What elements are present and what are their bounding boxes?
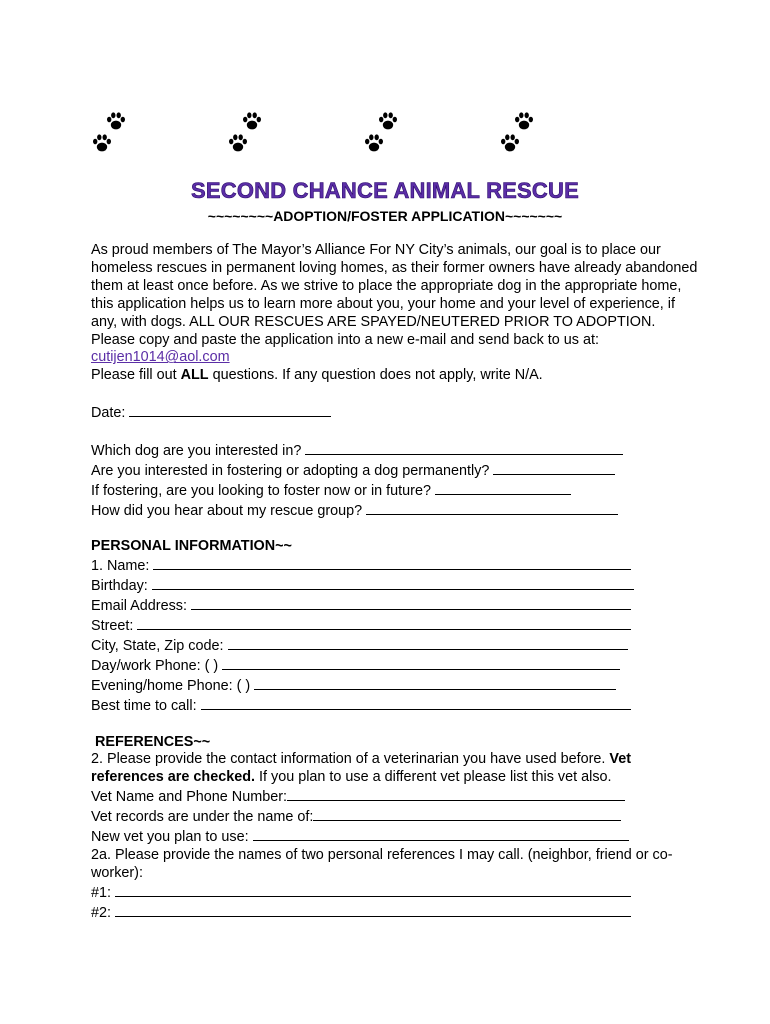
fill-emphasis: ALL bbox=[180, 367, 209, 384]
city-state-zip-field[interactable] bbox=[91, 636, 701, 656]
vet-instructions-text: 2. Please provide the contact information of a veterinarian you have used before. bbox=[91, 751, 610, 768]
page-title: SECOND CHANCE ANIMAL RESCUE bbox=[191, 178, 579, 203]
street-field[interactable] bbox=[91, 616, 701, 636]
reference-2-field[interactable] bbox=[91, 903, 701, 923]
reference-1-field[interactable] bbox=[91, 883, 701, 903]
vet-records-name-label: Vet records are under the name of: bbox=[91, 809, 314, 826]
which-dog-label: Which dog are you interested in? bbox=[91, 442, 306, 459]
date-label: Date: bbox=[91, 405, 130, 422]
vet-references-checked: Vet references are checked. bbox=[91, 751, 631, 786]
intro-paragraph bbox=[91, 242, 701, 385]
street-label: Street: bbox=[91, 618, 138, 635]
how-heard-field[interactable] bbox=[91, 501, 701, 521]
new-vet-field[interactable] bbox=[91, 827, 701, 847]
evening-phone-label: Evening/home Phone: ( ) bbox=[91, 677, 255, 694]
paw-print-icon bbox=[498, 108, 534, 168]
references-heading: REFERENCES~~ bbox=[95, 733, 211, 750]
vet-name-phone-label: Vet Name and Phone Number: bbox=[91, 789, 287, 806]
fill-suffix: questions. If any question does not apply, write N/A. bbox=[208, 367, 543, 384]
email-label: Email Address: bbox=[91, 598, 191, 615]
page-subtitle: ~~~~~~~~ADOPTION/FOSTER APPLICATION~~~~~~~ bbox=[207, 208, 563, 224]
reference-2-label: #2: bbox=[91, 904, 116, 921]
paw-print-decoration bbox=[0, 108, 770, 168]
city-state-zip-label: City, State, Zip code: bbox=[91, 637, 228, 654]
vet-instructions bbox=[91, 751, 701, 787]
new-vet-label: New vet you plan to use: bbox=[91, 829, 253, 846]
paw-print-icon bbox=[226, 108, 262, 168]
day-phone-label: Day/work Phone: ( ) bbox=[91, 657, 223, 674]
which-dog-field[interactable] bbox=[91, 441, 701, 461]
foster-or-adopt-field[interactable] bbox=[91, 461, 701, 481]
reference-1-label: #1: bbox=[91, 884, 116, 901]
evening-phone-field[interactable] bbox=[91, 676, 701, 696]
fill-prefix: Please fill out bbox=[91, 367, 181, 384]
contact-email-link[interactable]: cutijen1014@aol.com bbox=[91, 349, 230, 366]
application-form bbox=[91, 242, 701, 923]
paw-print-icon bbox=[90, 108, 126, 168]
name-field[interactable] bbox=[91, 556, 701, 576]
day-phone-field[interactable] bbox=[91, 656, 701, 676]
now-or-future-field[interactable] bbox=[91, 481, 701, 501]
now-or-future-label: If fostering, are you looking to foster now or in future? bbox=[91, 482, 435, 499]
vet-instructions-suffix: If you plan to use a different vet please list this vet also. bbox=[255, 769, 612, 786]
vet-name-phone-field[interactable] bbox=[91, 787, 701, 807]
foster-or-adopt-label: Are you interested in fostering or adopting a dog permanently? bbox=[91, 462, 494, 479]
personal-refs-instructions: 2a. Please provide the names of two personal references I may call. (neighbor, friend or co-worker): bbox=[91, 846, 673, 881]
how-heard-label: How did you hear about my rescue group? bbox=[91, 502, 367, 519]
best-time-label: Best time to call: bbox=[91, 697, 201, 714]
birthday-label: Birthday: bbox=[91, 578, 152, 595]
name-label: 1. Name: bbox=[91, 558, 154, 575]
birthday-field[interactable] bbox=[91, 576, 701, 596]
date-field[interactable] bbox=[91, 403, 701, 423]
intro-text: As proud members of The Mayor’s Alliance For NY City’s animals, our goal is to place our homeless rescues in permanent loving homes, as their former owners have already abandoned them at least once before. As we strive to place the appropriate dog in the appropriate home, this application helps us to learn more about you, your home and your level of experience, if any, with dogs. ALL OUR RESCUES ARE SPAYED/NEUTERED PRIOR TO ADOPTION. Please copy and paste the application into a new e-mail and send back to us at: bbox=[91, 242, 698, 348]
best-time-field[interactable] bbox=[91, 696, 701, 716]
paw-print-icon bbox=[362, 108, 398, 168]
personal-info-heading: PERSONAL INFORMATION~~ bbox=[91, 538, 292, 555]
email-field[interactable] bbox=[91, 596, 701, 616]
vet-records-name-field[interactable] bbox=[91, 807, 701, 827]
